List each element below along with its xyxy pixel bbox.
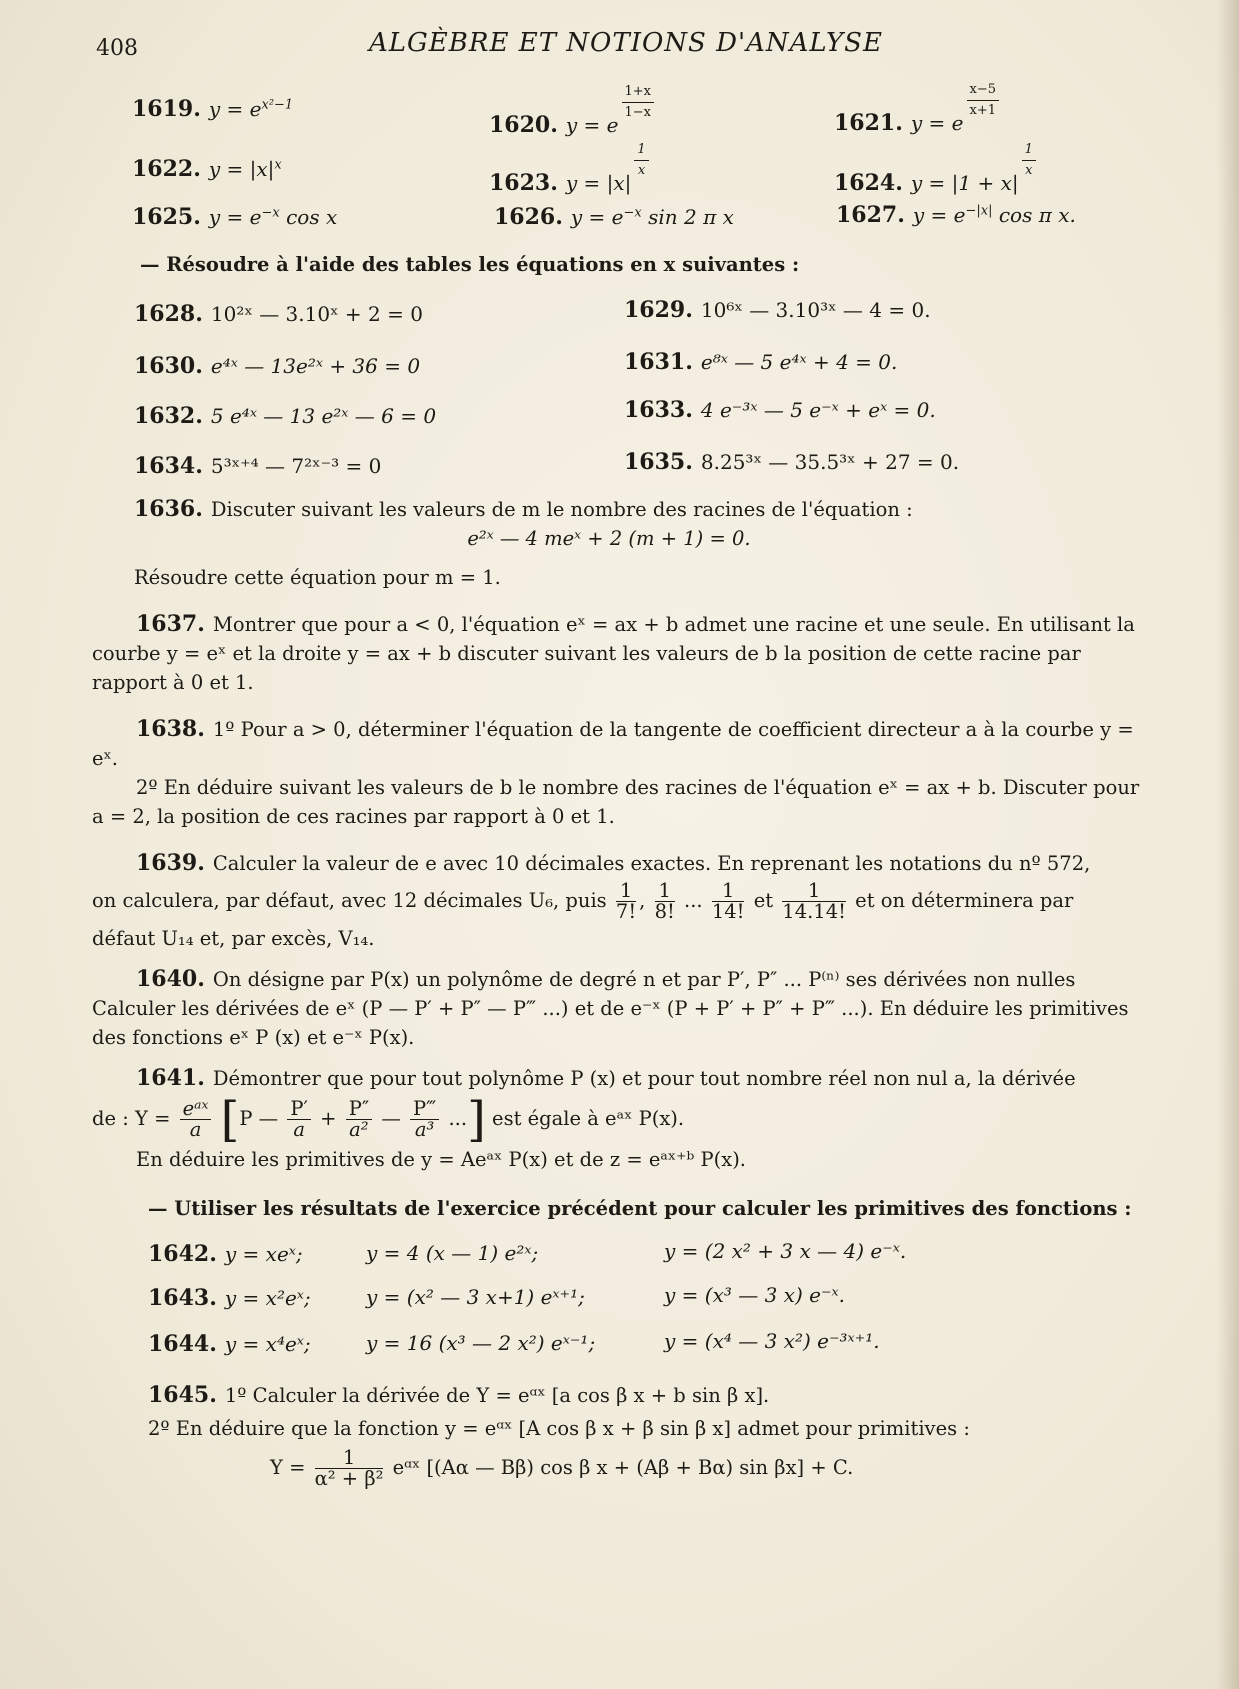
equation-row [104, 339, 1144, 391]
exercise-1640: 1640. On désigne par P(x) un polynôme de degré n et par P′, P″ ... P⁽ⁿ⁾ ses dérivées non nulles Calculer les dérivées de eˣ (P — P′ + P″ — P‴ ...) et de e⁻ˣ (P + P′ + P″ + P‴ ...). En déduire les primitives des fonctions eˣ P (x) et e⁻ˣ P(x). [92, 966, 1129, 1049]
exercise-1642: 1642. y = xeˣ; [148, 1241, 303, 1267]
exercise-1633: 1633. 4 e⁻³ˣ — 5 e⁻ˣ + eˣ = 0. [624, 397, 936, 423]
page-number: 408 [96, 36, 138, 61]
exercise-1636: 1636. Discuter suivant les valeurs de m le nombre des racines de l'équation : e²ˣ — 4 meˣ + 2 (m + 1) = 0. Résoudre cette équation pour m = 1. [104, 495, 1144, 592]
exercise-1623: 1623. y = |x| $\frac{1}{x}$ [489, 140, 652, 196]
instruction-tables: — Résoudre à l'aide des tables les équations en x suivantes : [140, 253, 800, 276]
exercise-1631: 1631. e⁸ˣ — 5 e⁴ˣ + 4 = 0. [624, 349, 898, 375]
formula-1641: de : Y = eᵃˣ a [P — $\frac{P'}{a}$ + $\frac{P''}{\text{a²}}$ — $\frac{P‴}{\text{a³}}$ ...] est égale à eᵃˣ P(x). [92, 1091, 685, 1148]
formula-1645: Y = $\frac{1}{\text{α² + β²}}$ eᵅˣ [(Aα — Bβ) cos β x + (Aβ + Bα) sin βx] + C. [270, 1446, 854, 1490]
equation-row [104, 443, 1144, 491]
exercise-1629: 1629. 10⁶ˣ — 3.10³ˣ — 4 = 0. [624, 297, 931, 323]
exercise-1630: 1630. e⁴ˣ — 13e²ˣ + 36 = 0 [134, 353, 421, 379]
exercise-1644: 1644. y = x⁴eˣ; [148, 1331, 311, 1357]
exercise-1637: 1637. Montrer que pour a < 0, l'équation eˣ = ax + b admet une racine et une seule. En utilisant la courbe y = eˣ et la droite y = ax + b discuter suivant les valeurs de b la position de cette racine par rapport à 0 et 1. [92, 611, 1135, 694]
exercise-1626: 1626. $y = e^{-x}$ sin 2 π x [494, 204, 734, 230]
exercise-row [104, 78, 1144, 136]
exercise-1625: 1625. $y = e^{-x}$ cos x [132, 204, 338, 230]
exercise-1624: 1624. y = |1 + x| $\frac{1}{x}$ [834, 140, 1039, 196]
exercise-1621: 1621. y = e $\frac{x-5}{x+1}$ [834, 80, 1002, 136]
exercise-1635: 1635. 8.25³ˣ — 35.5³ˣ + 27 = 0. [624, 449, 960, 475]
exercise-row: 1642. y = xeˣ; y = 4 (x — 1) e²ˣ; y = (2 x² + 3 x — 4) e⁻ˣ. [148, 1239, 907, 1267]
exercise-1639: 1639. Calculer la valeur de e avec 10 décimales exactes. En reprenant les notations du nº 572, on calculera, par défaut, avec 12 décimales U₆, puis $\frac{1}{7!}$ , $\frac{1}{8!}$ ... $\frac{1}{14!}$ et $\frac{1}{14.14!}$ et on déterminera par défaut U₁₄ et, par excès, V₁₄. [92, 850, 1091, 950]
exercise-1641: 1641. Démontrer que pour tout polynôme P (x) et pour tout nombre réel non nul a, la dérivée de : Y = eᵃˣ a [P — $\frac{P'}{a}$ + $\frac{P''}{\text{a²}}$ — $\frac{P‴}{\text{a³}}$ ...] est égale à eᵃˣ P(x). En déduire les primitives de y = Aeᵃˣ P(x) et de z = eᵃˣ⁺ᵇ P(x). [92, 1064, 1144, 1174]
exercise-1620: 1620. y = e $\frac{1+x}{1-x}$ [489, 82, 657, 138]
equation-row [104, 285, 1144, 339]
exercise-1627: 1627. $y = e^{-|x|}$ cos π x. [836, 202, 1076, 228]
exercise-1645: 1645. 1º Calculer la dérivée de Y = eᵅˣ [a cos β x + b sin β x]. 2º En déduire que la fonction y = eᵅˣ [A cos β x + β sin β x] admet pour primitives : Y = $\frac{1}{\text{α² + β²}}$ eᵅˣ [(Aα — Bβ) cos β x + (Aβ + Bα) sin βx] + C. [104, 1381, 1144, 1493]
page-header [96, 28, 1156, 68]
exercise-row: 1644. y = x⁴eˣ; y = 16 (x³ — 2 x²) eˣ⁻¹; y = (x⁴ — 3 x²) e⁻³ˣ⁺¹. [148, 1329, 880, 1357]
exercise-1638: 1638. 1º Pour a > 0, déterminer l'équation de la tangente de coefficient directeur a à la courbe y = eˣ. 2º En déduire suivant les valeurs de b le nombre des racines de l'équation eˣ = ax + b. Discuter pour a = 2, la position de ces racines par rapport à 0 et 1. [92, 716, 1140, 828]
instruction-primitives: — Utiliser les résultats de l'exercice précédent pour calculer les primitives des fonctions : [148, 1197, 1132, 1220]
exercise-row: 1643. y = x²eˣ; y = (x² — 3 x+1) eˣ⁺¹; y = (x³ — 3 x) e⁻ˣ. [148, 1283, 845, 1311]
exercise-1628: 1628. 10²ˣ — 3.10ˣ + 2 = 0 [134, 301, 423, 327]
page-content [92, 78, 1144, 1493]
exercise-1643: 1643. y = x²eˣ; [148, 1285, 311, 1311]
exercise-1632: 1632. 5 e⁴ˣ — 13 e²ˣ — 6 = 0 [134, 403, 437, 429]
exercise-1634: 1634. 5³ˣ⁺⁴ — 7²ˣ⁻³ = 0 [134, 453, 382, 479]
equation-1636: e²ˣ — 4 meˣ + 2 (m + 1) = 0. [467, 527, 751, 550]
page-title: ALGÈBRE ET NOTIONS D'ANALYSE [369, 28, 883, 58]
exercise-row [104, 190, 1144, 242]
page-edge-shadow [1217, 0, 1239, 1689]
equation-row [104, 391, 1144, 443]
exercise-1619: 1619. $y = e^{x^2-1}$ [132, 96, 294, 122]
exercise-1622: 1622. $y = |x|^x$ [132, 156, 282, 182]
exercise-row [104, 136, 1144, 196]
